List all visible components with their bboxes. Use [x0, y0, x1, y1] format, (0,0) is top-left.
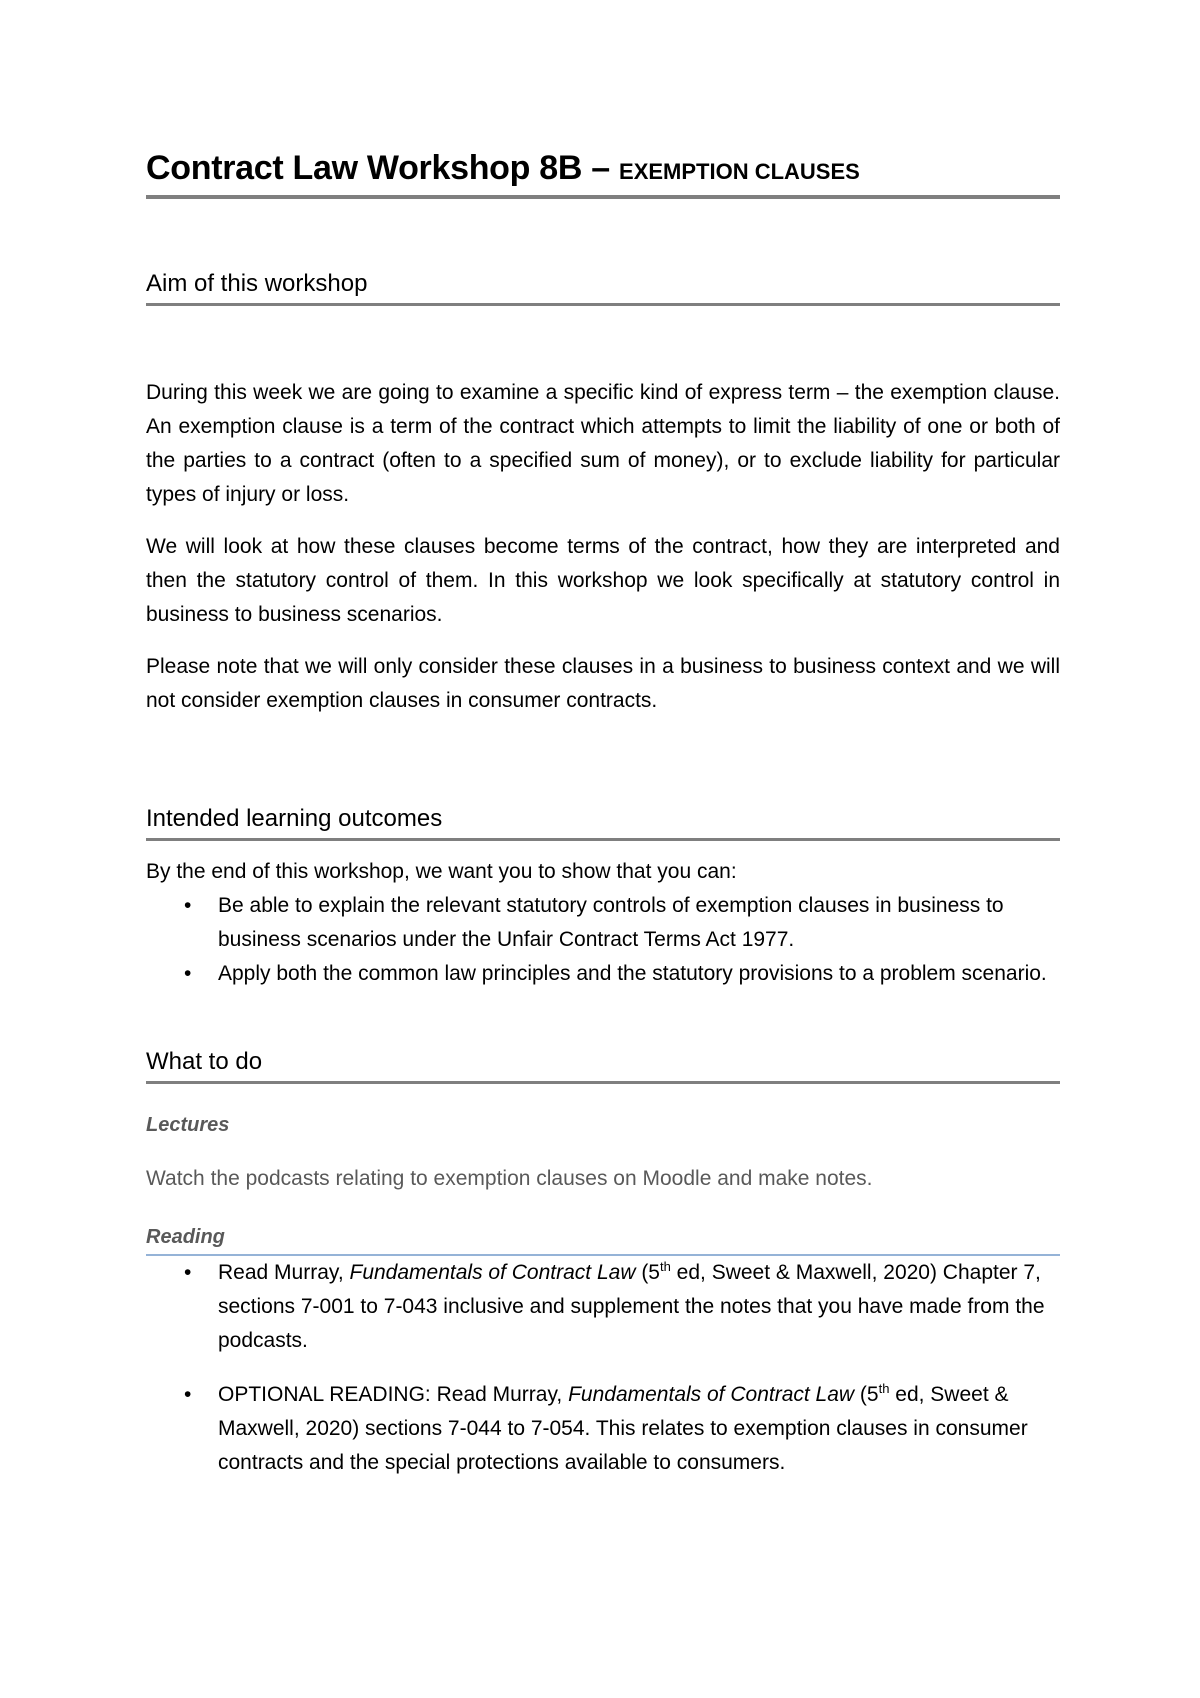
edition-superscript: th — [878, 1380, 890, 1396]
aim-paragraph-3: Please note that we will only consider these clauses in a business to business context and we will not consider exemption clauses in consumer contracts. — [146, 654, 1060, 712]
what-to-do-heading: What to do — [146, 1047, 1060, 1084]
lectures-text: Watch the podcasts relating to exemption clauses on Moodle and make notes. — [146, 1166, 873, 1190]
list-item — [146, 889, 1060, 957]
aim-heading: Aim of this workshop — [146, 269, 1060, 306]
reading-list — [146, 1256, 1060, 1480]
bullet-icon: • — [184, 961, 192, 985]
title-subtitle: EXEMPTION CLAUSES — [619, 159, 860, 184]
outcomes-heading: Intended learning outcomes — [146, 804, 1060, 841]
aim-paragraph-1: During this week we are going to examine a specific kind of express term – the exemption clause. An exemption clause is a term of the contract which attempts to limit the liability of one or both of the parties to a contract (often to a specified sum of money), or to exclude liability for particular types of injury or loss. — [146, 380, 1060, 506]
list-item — [146, 1378, 1060, 1480]
outcomes-list — [146, 889, 1060, 991]
edition-superscript: th — [660, 1258, 671, 1274]
outcomes-intro: By the end of this workshop, we want you to show that you can: — [146, 859, 737, 883]
book-title: Fundamentals of Contract Law — [568, 1382, 855, 1406]
reading-subheading: Reading — [146, 1222, 1060, 1256]
reading-text-after: ed, Sweet & Maxwell, 2020) sections 7-044 to 7-054. This relates to exemption clauses in consumer contracts and the special protections available to consumers. — [218, 1382, 1028, 1474]
list-item — [146, 1256, 1060, 1358]
edition-open: (5 — [854, 1382, 879, 1406]
reading-text-before: OPTIONAL READING: Read Murray, — [218, 1382, 569, 1406]
list-item — [146, 957, 1060, 991]
book-title: Fundamentals of Contract Law — [349, 1260, 636, 1284]
bullet-icon: • — [184, 893, 192, 917]
edition-open: (5 — [635, 1260, 660, 1284]
reading-text-before: Read Murray, — [218, 1260, 350, 1284]
title-main: Contract Law Workshop 8B – — [146, 149, 620, 187]
lectures-subheading: Lectures — [146, 1113, 230, 1136]
aim-paragraph-2: We will look at how these clauses become terms of the contract, how they are interpreted and then the statutory control of them. In this workshop we look specifically at statutory control in business to business scenarios. — [146, 534, 1060, 626]
document-body — [146, 148, 1060, 1500]
document-title — [146, 148, 1060, 199]
bullet-icon: • — [184, 1260, 192, 1284]
outcome-text: Be able to explain the relevant statutory controls of exemption clauses in business to business scenarios under the Unfair Contract Terms Act 1977. — [218, 893, 1004, 951]
outcome-text: Apply both the common law principles and the statutory provisions to a problem scenario. — [218, 961, 1047, 985]
reading-text-after: ed, Sweet & Maxwell, 2020) Chapter 7, sections 7-001 to 7-043 inclusive and supplement the notes that you have made from the podcasts. — [218, 1260, 1045, 1352]
bullet-icon: • — [184, 1382, 192, 1406]
